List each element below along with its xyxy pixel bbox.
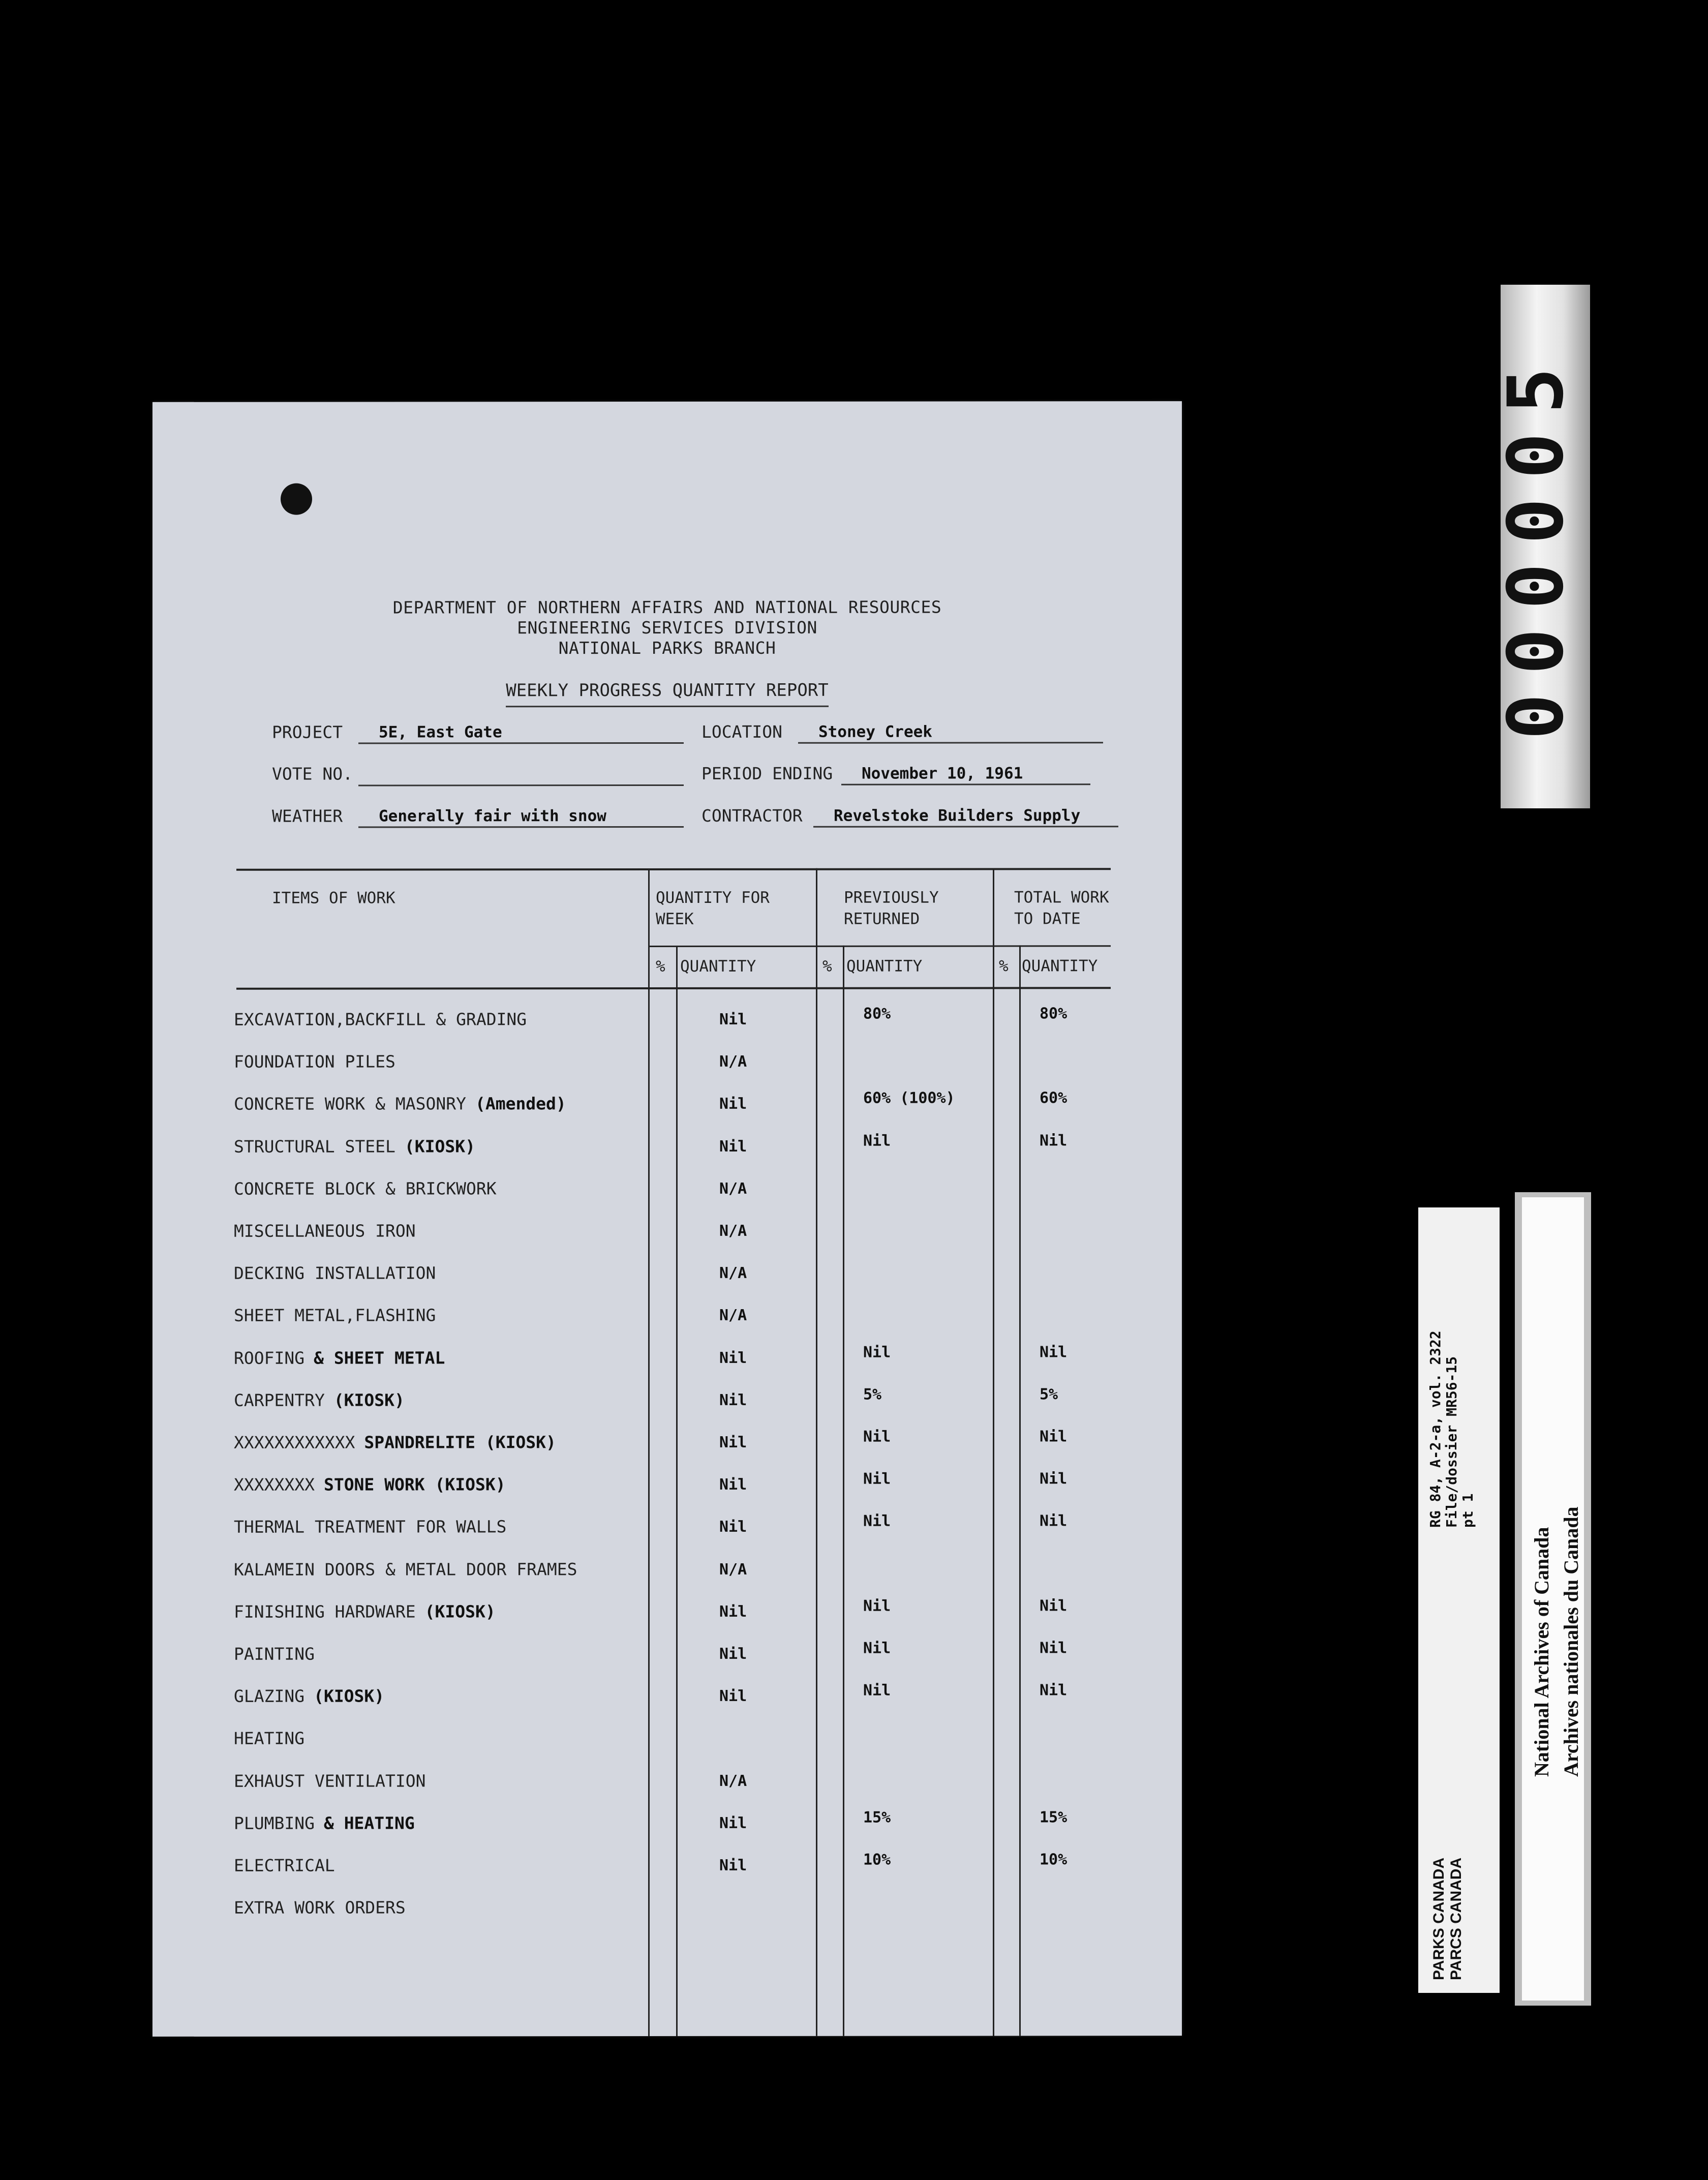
week-quantity-cell: N/A	[719, 1560, 747, 1579]
work-item	[234, 1263, 445, 1283]
period-value: November 10, 1961	[841, 764, 1090, 785]
work-item	[234, 1136, 475, 1156]
week-quantity-cell: Nil	[719, 1433, 747, 1451]
prev-quantity-cell: Nil	[863, 1681, 891, 1700]
archives-text: National Archives of Canada Archives nationales du Canada	[1530, 1506, 1582, 1777]
prev-quantity-cell: 10%	[863, 1851, 891, 1869]
work-item-label: CARPENTRY	[234, 1390, 325, 1410]
work-item	[234, 1517, 515, 1536]
prev-quantity-cell: 15%	[863, 1808, 891, 1827]
week-quantity-cell: N/A	[719, 1264, 747, 1282]
work-item-label: EXCAVATION,BACKFILL & GRADING	[234, 1009, 527, 1030]
week-quantity-cell: Nil	[719, 1602, 747, 1621]
col-divider	[648, 868, 650, 2036]
week-quantity-cell: Nil	[719, 1518, 747, 1536]
work-item-label: THERMAL TREATMENT FOR WALLS	[234, 1517, 507, 1537]
work-item-label: CONCRETE BLOCK & BRICKWORK	[234, 1178, 497, 1199]
week-quantity-cell: N/A	[719, 1306, 747, 1324]
work-item-label: FINISHING HARDWARE	[234, 1601, 416, 1622]
work-item	[234, 1686, 384, 1706]
total-quantity-cell: 5%	[1040, 1385, 1058, 1404]
week-quantity-cell: N/A	[719, 1052, 747, 1071]
contractor-label: CONTRACTOR	[702, 805, 803, 826]
col-divider	[816, 868, 817, 2036]
work-item	[234, 1221, 425, 1240]
work-item-label: CONCRETE WORK & MASONRY	[234, 1094, 466, 1114]
location-value: Stoney Creek	[798, 722, 1103, 744]
work-item	[234, 1094, 566, 1114]
prev-quantity-cell: 5%	[863, 1385, 882, 1404]
report-title: WEEKLY PROGRESS QUANTITY REPORT	[152, 680, 1182, 701]
contractor-value: Revelstoke Builders Supply	[813, 806, 1118, 828]
week-quantity-cell: Nil	[719, 1137, 747, 1156]
work-item-label: HEATING	[234, 1728, 305, 1748]
prev-quantity-cell: Nil	[863, 1597, 891, 1615]
week-quantity-cell: Nil	[719, 1391, 747, 1409]
col-divider	[676, 946, 678, 2036]
period-label: PERIOD ENDING	[702, 763, 833, 783]
report-page	[152, 401, 1182, 2037]
division-heading: ENGINEERING SERVICES DIVISION	[517, 617, 817, 638]
work-item-label: XXXXXXXX	[234, 1474, 315, 1495]
work-item	[234, 1178, 506, 1198]
work-item-label: PAINTING	[234, 1644, 315, 1664]
week-quantity-cell: N/A	[719, 1222, 747, 1240]
work-item-label: ELECTRICAL	[234, 1855, 335, 1875]
week-quantity-cell: Nil	[719, 1814, 747, 1832]
col-divider	[993, 868, 994, 2036]
work-item	[234, 1390, 405, 1410]
work-item-note: STONE WORK (KIOSK)	[323, 1474, 506, 1495]
subheader-rule	[648, 945, 1111, 947]
items-of-work-heading: ITEMS OF WORK	[272, 889, 395, 907]
department-heading: DEPARTMENT OF NORTHERN AFFAIRS AND NATIONAL RESOURCES	[392, 597, 942, 618]
work-item	[234, 1305, 445, 1325]
work-item-note: & HEATING	[323, 1813, 415, 1833]
week-quantity-cell: Nil	[719, 1645, 747, 1663]
week-heading: QUANTITY FOR WEEK	[656, 888, 770, 929]
week-quantity-cell: Nil	[719, 1856, 747, 1874]
work-item	[234, 1897, 415, 1917]
work-item-label: FOUNDATION PILES	[234, 1051, 395, 1072]
branch-heading: NATIONAL PARKS BRANCH	[558, 638, 776, 658]
work-item-note: & SHEET METAL	[314, 1348, 445, 1368]
col-divider	[1019, 945, 1021, 2036]
week-quantity-cell: Nil	[719, 1095, 747, 1113]
work-item	[234, 1051, 405, 1071]
work-item	[234, 1432, 556, 1452]
weather-label: WEATHER	[272, 806, 343, 826]
work-item-label: GLAZING	[234, 1686, 305, 1706]
work-item-note: SPANDRELITE (KIOSK)	[364, 1432, 556, 1452]
week-quantity-cell: N/A	[719, 1772, 747, 1790]
work-item-label: DECKING INSTALLATION	[234, 1263, 436, 1283]
work-item	[234, 1813, 415, 1833]
total-quantity-cell: Nil	[1040, 1597, 1068, 1615]
prev-quantity-cell: Nil	[863, 1512, 891, 1530]
work-item-note: (KIOSK)	[333, 1390, 405, 1410]
total-quantity-cell: 80%	[1040, 1005, 1068, 1023]
work-item	[234, 1474, 506, 1494]
frame-number: 000005	[1492, 348, 1580, 740]
work-item-label: ROOFING	[234, 1348, 305, 1368]
table-top-rule	[236, 868, 1111, 871]
col-divider	[843, 946, 844, 2036]
total-quantity-cell: Nil	[1040, 1470, 1068, 1488]
vote-value	[358, 765, 684, 786]
project-value: 5E, East Gate	[358, 723, 684, 744]
work-item	[234, 1601, 496, 1621]
total-quantity-cell: Nil	[1040, 1512, 1068, 1530]
punch-hole	[281, 483, 312, 515]
work-item	[234, 1771, 435, 1791]
project-label: PROJECT	[272, 722, 343, 742]
quantity-heading: QUANTITY	[846, 957, 923, 976]
total-quantity-cell: Nil	[1040, 1639, 1068, 1657]
work-item-note: (Amended)	[475, 1094, 566, 1114]
total-quantity-cell: 15%	[1040, 1808, 1068, 1827]
total-quantity-cell: Nil	[1040, 1343, 1068, 1361]
work-item	[234, 1729, 314, 1748]
total-heading: TOTAL WORK TO DATE	[1014, 888, 1109, 928]
work-item	[234, 1348, 445, 1368]
work-item-label: MISCELLANEOUS IRON	[234, 1221, 416, 1241]
header-bottom-rule	[236, 987, 1111, 990]
work-item-note: (KIOSK)	[314, 1686, 385, 1706]
quantity-heading: QUANTITY	[1022, 957, 1098, 976]
prev-quantity-cell: Nil	[863, 1132, 891, 1150]
week-quantity-cell: Nil	[719, 1687, 747, 1705]
prev-quantity-cell: Nil	[863, 1343, 891, 1361]
work-item	[234, 1559, 587, 1580]
week-quantity-cell: Nil	[719, 1475, 747, 1494]
vote-label: VOTE NO.	[272, 764, 353, 784]
work-item-label: XXXXXXXXXXXX	[234, 1432, 355, 1452]
total-quantity-cell: Nil	[1040, 1681, 1068, 1700]
previous-heading: PREVIOUSLY RETURNED	[844, 888, 939, 928]
week-quantity-cell: Nil	[719, 1349, 747, 1367]
record-group-text: RG 84, A-2-a, vol. 2322 File/dossier MR56-15 pt 1	[1427, 1330, 1476, 1528]
work-item	[234, 1856, 344, 1875]
prev-quantity-cell: Nil	[863, 1470, 891, 1488]
work-item-label: STRUCTURAL STEEL	[234, 1136, 395, 1157]
work-item-note: (KIOSK)	[424, 1601, 496, 1622]
work-item-label: PLUMBING	[234, 1813, 315, 1833]
work-item	[234, 1009, 536, 1030]
total-quantity-cell: 10%	[1040, 1851, 1068, 1869]
location-label: LOCATION	[702, 721, 782, 742]
weather-value: Generally fair with snow	[358, 807, 684, 828]
total-quantity-cell: Nil	[1040, 1132, 1068, 1150]
prev-quantity-cell: Nil	[863, 1428, 891, 1446]
work-item-label: EXTRA WORK ORDERS	[234, 1897, 406, 1918]
work-item-label: KALAMEIN DOORS & METAL DOOR FRAMES	[234, 1559, 577, 1580]
pct-heading: %	[822, 957, 832, 976]
pct-heading: %	[999, 957, 1009, 976]
archive-reference-label	[1418, 1207, 1500, 1993]
prev-quantity-cell: Nil	[863, 1639, 891, 1657]
week-quantity-cell: Nil	[719, 1010, 747, 1028]
prev-quantity-cell: 80%	[863, 1005, 891, 1023]
work-item-label: EXHAUST VENTILATION	[234, 1771, 426, 1791]
work-item	[234, 1644, 324, 1664]
quantity-heading: QUANTITY	[680, 957, 756, 976]
prev-quantity-cell: 60% (100%)	[863, 1089, 955, 1107]
total-quantity-cell: 60%	[1040, 1089, 1068, 1107]
parks-canada-text: PARKS CANADA PARCS CANADA	[1430, 1857, 1465, 1980]
total-quantity-cell: Nil	[1040, 1428, 1068, 1446]
week-quantity-cell: N/A	[719, 1179, 747, 1198]
work-item-note: (KIOSK)	[404, 1136, 475, 1157]
work-item-label: SHEET METAL,FLASHING	[234, 1305, 436, 1325]
pct-heading: %	[656, 957, 665, 976]
archives-stamp-label	[1515, 1192, 1591, 2006]
